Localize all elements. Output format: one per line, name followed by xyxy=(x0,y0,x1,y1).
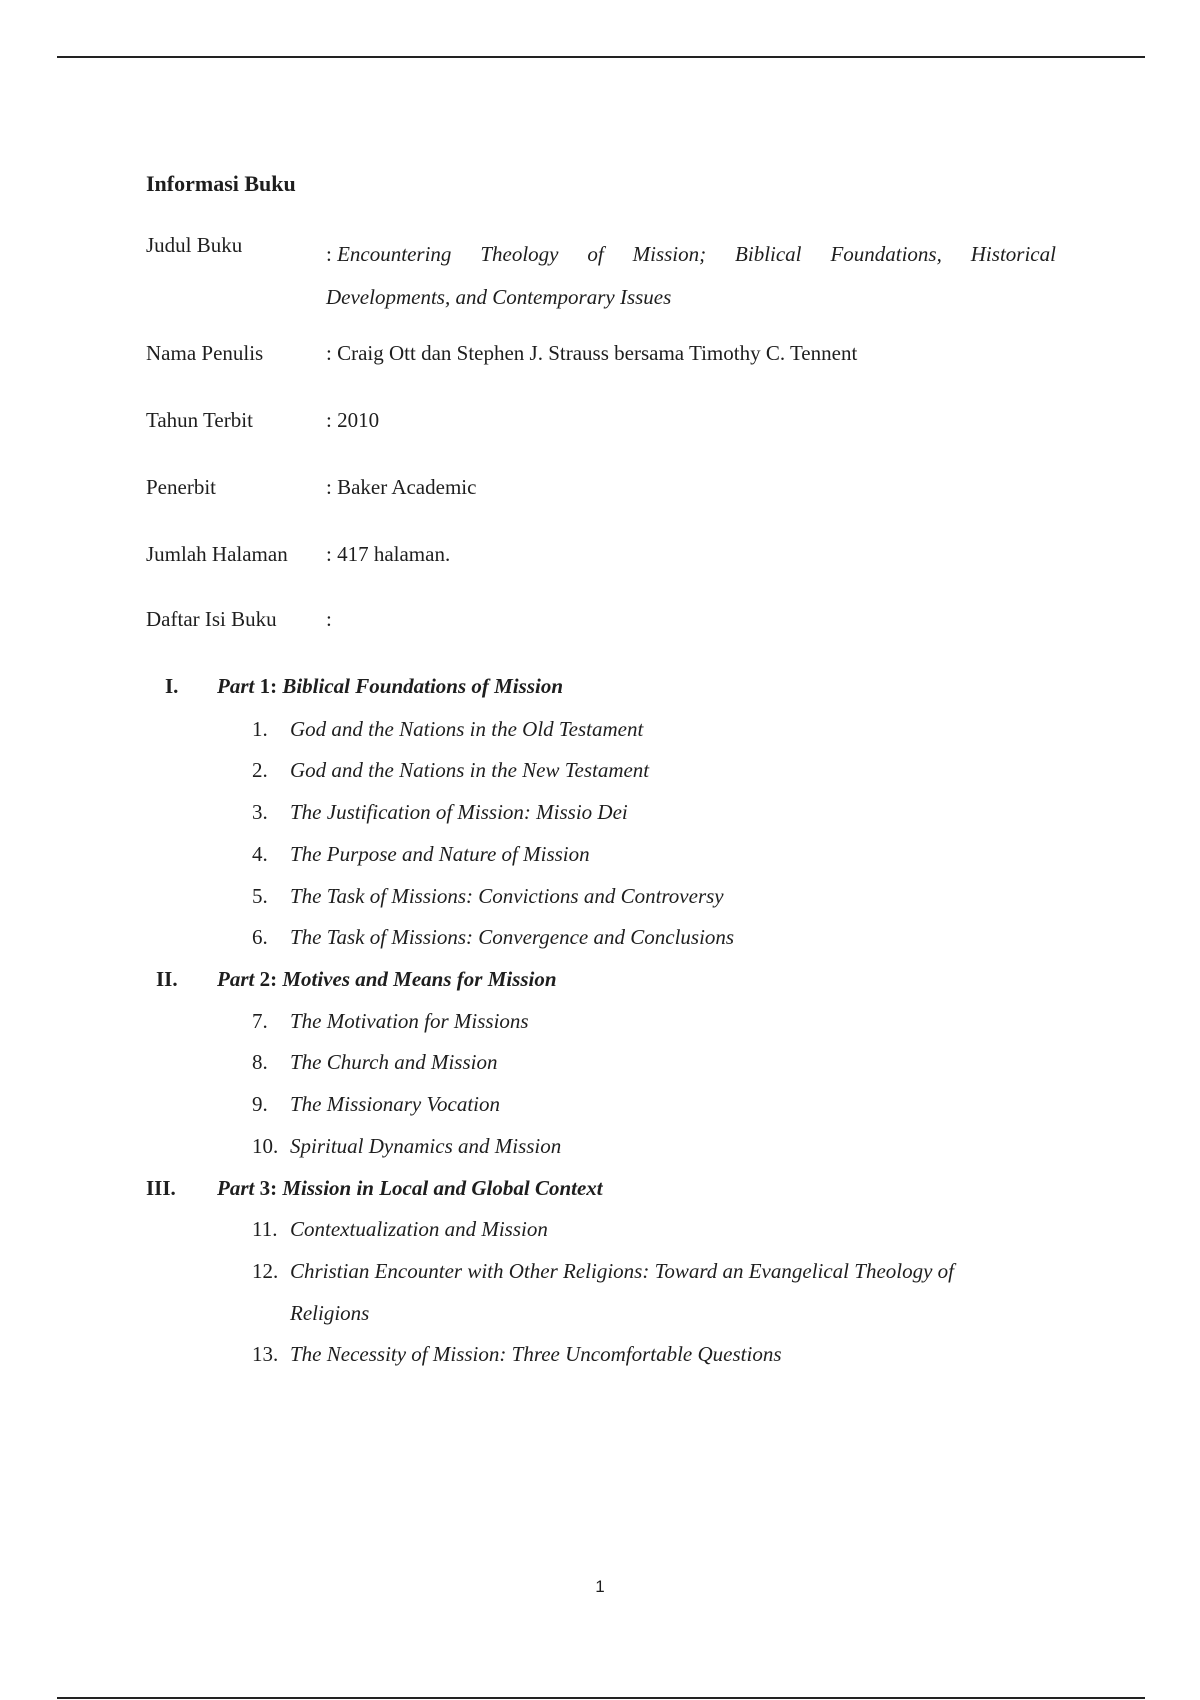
toc-chapter xyxy=(252,1259,954,1284)
toc-chapter xyxy=(252,925,734,950)
toc-part-word: Part xyxy=(217,674,255,698)
info-value-publisher: : Baker Academic xyxy=(326,475,477,499)
toc-chapter-number: 9. xyxy=(252,1092,268,1116)
toc-part-n: 2: xyxy=(259,967,278,991)
title-word: of xyxy=(587,242,604,266)
section-heading: Informasi Buku xyxy=(146,171,296,196)
toc-chapter-number: 2. xyxy=(252,758,268,782)
toc-chapter-title: The Task of Missions: Convictions and Controversy xyxy=(290,884,724,908)
toc-chapter-number: 6. xyxy=(252,925,268,949)
toc-chapter-number: 1. xyxy=(252,717,268,741)
toc-chapter-number: 4. xyxy=(252,842,268,866)
toc-chapter-number: 5. xyxy=(252,884,268,908)
toc-chapter xyxy=(252,1009,529,1034)
info-value-author: : Craig Ott dan Stephen J. Strauss bersama Timothy C. Tennent xyxy=(326,341,858,365)
info-label-title: Judul Buku xyxy=(146,233,243,257)
toc-part-number: III. xyxy=(146,1176,176,1200)
toc-chapter xyxy=(252,1134,561,1159)
toc-part-title xyxy=(217,674,563,699)
toc-part-number: II. xyxy=(156,967,178,991)
title-colon: : xyxy=(326,242,332,266)
toc-chapter xyxy=(252,842,590,867)
page-number: 1 xyxy=(595,1577,605,1596)
toc-chapter-title: Christian Encounter with Other Religions: Toward an Evangelical Theology of xyxy=(290,1259,955,1283)
toc-chapter-number: 13. xyxy=(252,1342,279,1366)
book-title-line1 xyxy=(326,233,1056,276)
info-value-pages: : 417 halaman. xyxy=(326,542,451,566)
toc-chapter xyxy=(252,758,649,783)
toc-chapter-title: The Task of Missions: Convergence and Conclusions xyxy=(290,925,735,949)
toc-part-n: 1: xyxy=(259,674,278,698)
toc-part-title xyxy=(217,967,557,992)
title-word: Encountering xyxy=(337,242,452,266)
book-title-line2: Developments, and Contemporary Issues xyxy=(326,285,672,309)
toc-chapter-title: The Motivation for Missions xyxy=(290,1009,529,1033)
toc-chapter xyxy=(252,1050,497,1075)
info-label-publisher: Penerbit xyxy=(146,475,216,499)
toc-part-word: Part xyxy=(217,967,255,991)
toc-chapter-title: Spiritual Dynamics and Mission xyxy=(290,1134,562,1158)
toc-part-n: 3: xyxy=(259,1176,278,1200)
info-value-year: : 2010 xyxy=(326,408,380,432)
toc-chapter xyxy=(252,800,628,825)
info-value-toc: : xyxy=(326,607,332,631)
toc-chapter-title: The Purpose and Nature of Mission xyxy=(290,842,590,866)
toc-part-name: Biblical Foundations of Mission xyxy=(282,674,564,698)
toc-chapter-title: God and the Nations in the New Testament xyxy=(290,758,650,782)
toc-chapter xyxy=(252,1217,548,1242)
toc-chapter-title: The Missionary Vocation xyxy=(290,1092,500,1116)
header-rule xyxy=(57,56,1145,58)
toc-chapter xyxy=(252,717,643,742)
title-word: Historical xyxy=(970,242,1056,266)
toc-chapter-title: Contextualization and Mission xyxy=(290,1217,548,1241)
info-label-toc: Daftar Isi Buku xyxy=(146,607,277,631)
title-word: Foundations, xyxy=(830,242,942,266)
toc-chapter-title: God and the Nations in the Old Testament xyxy=(290,717,644,741)
toc-chapter-number: 3. xyxy=(252,800,268,824)
toc-chapter-title: The Necessity of Mission: Three Uncomfortable Questions xyxy=(290,1342,782,1366)
toc-chapter-number: 10. xyxy=(252,1134,279,1158)
toc-part-title xyxy=(217,1176,603,1201)
info-label-author: Nama Penulis xyxy=(146,341,264,365)
title-word: Mission; xyxy=(632,242,707,266)
toc-chapter-number: 11. xyxy=(252,1217,278,1241)
toc-chapter-title-continued: Religions xyxy=(290,1301,370,1325)
toc-part-name: Motives and Means for Mission xyxy=(282,967,557,991)
info-label-pages: Jumlah Halaman xyxy=(146,542,288,566)
toc-chapter xyxy=(252,1342,782,1367)
toc-chapter-title: The Justification of Mission: Missio Dei xyxy=(290,800,628,824)
title-word: Theology xyxy=(480,242,559,266)
toc-part-name: Mission in Local and Global Context xyxy=(282,1176,603,1200)
toc-chapter-number: 7. xyxy=(252,1009,268,1033)
book-title xyxy=(326,233,1056,319)
footer-rule xyxy=(57,1697,1145,1699)
toc-chapter-title: The Church and Mission xyxy=(290,1050,498,1074)
toc-chapter xyxy=(252,1092,500,1117)
title-word: Biblical xyxy=(735,242,802,266)
toc-chapter-number: 8. xyxy=(252,1050,268,1074)
toc-chapter xyxy=(252,884,724,909)
toc-part-word: Part xyxy=(217,1176,255,1200)
info-label-year: Tahun Terbit xyxy=(146,408,253,432)
toc-part-number: I. xyxy=(165,674,179,698)
toc-chapter-number: 12. xyxy=(252,1259,279,1283)
